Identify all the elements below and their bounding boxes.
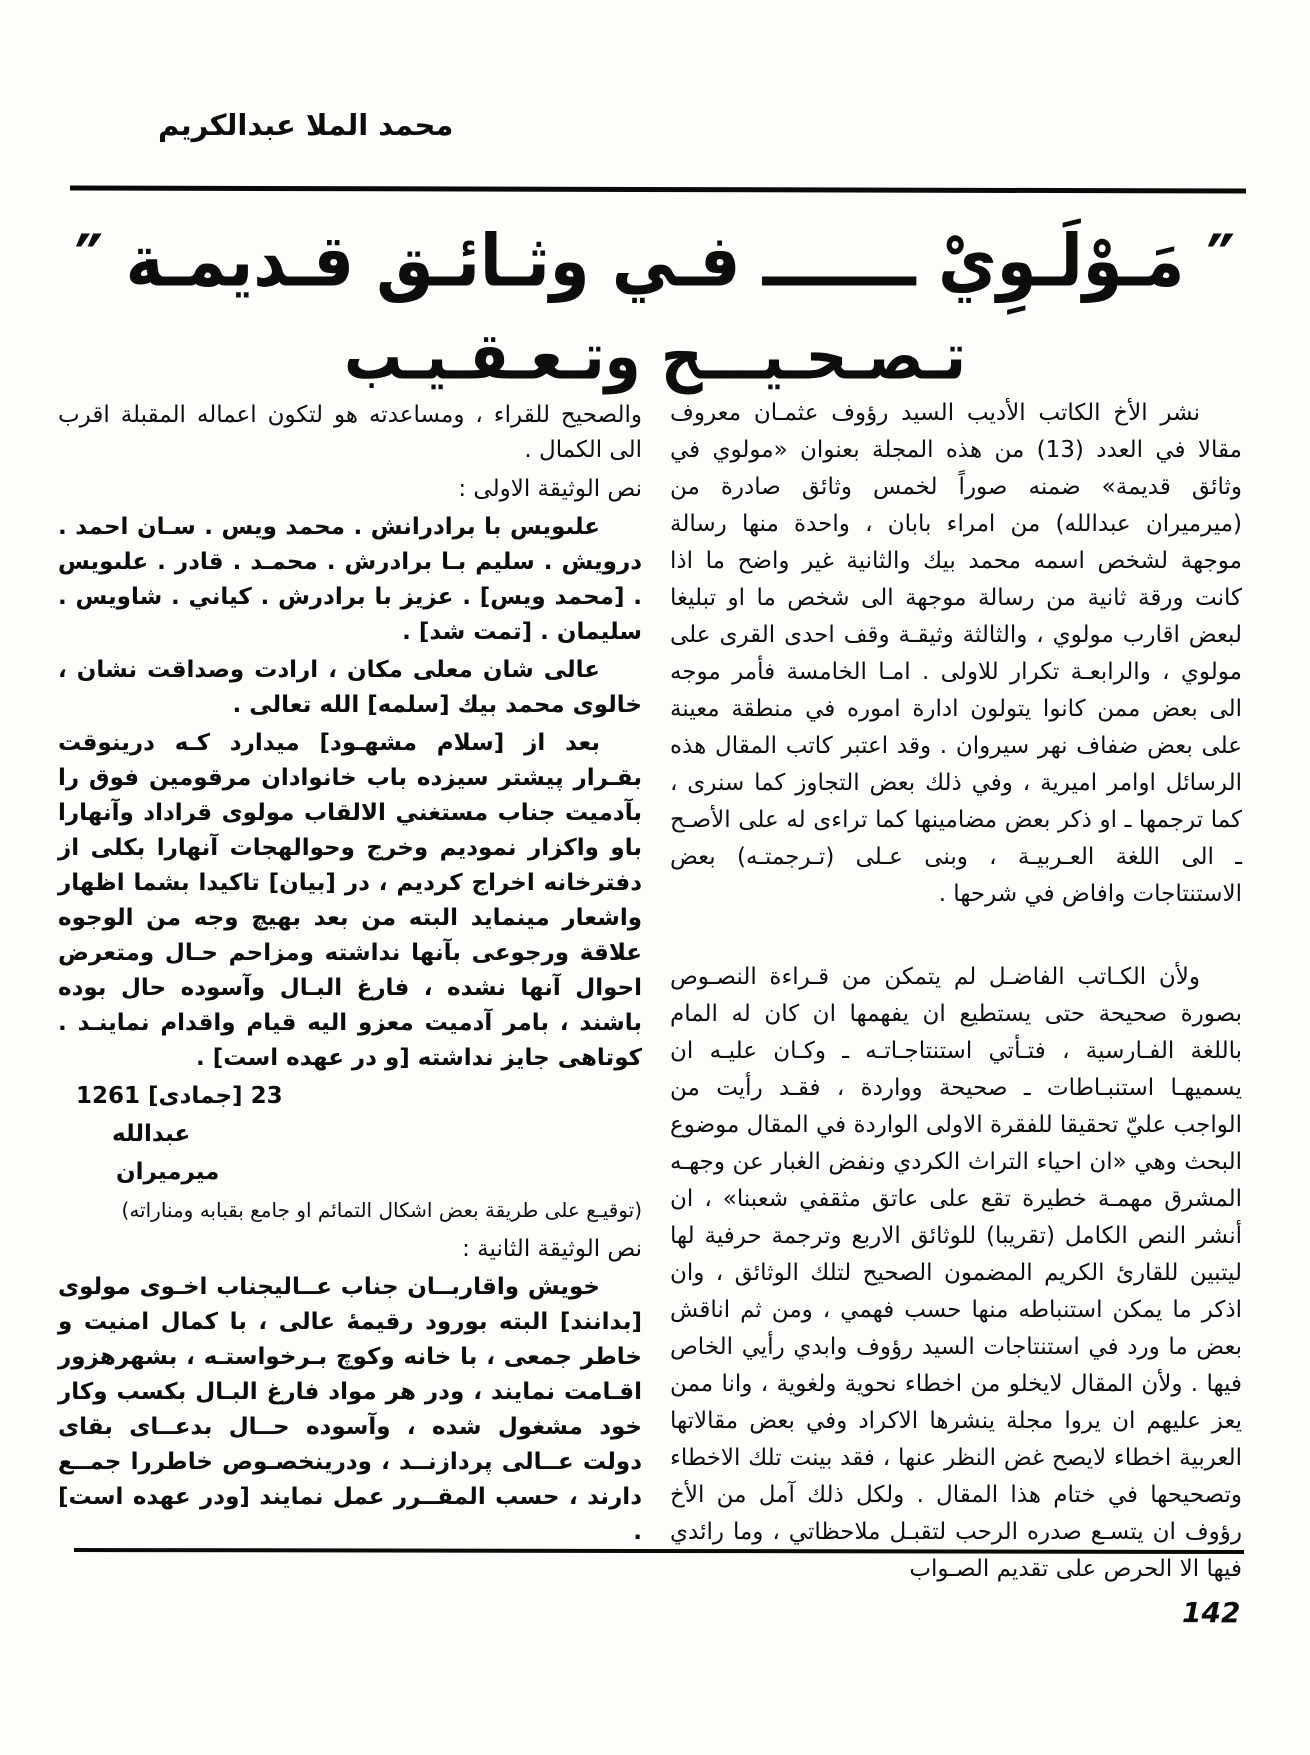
paragraph-intro: نشر الأخ الكاتب الأديب السيد رؤوف عثمـان معروف مقالا في العدد (13) من هذه المجلة بعنوان «مولوي في وثائق قديمة» ضمنه صوراً لخمس وثائق صادرة من (ميرميران عبدالله) من امراء بابان ، واحدة منها رسالة موجهة لشخص اسمه محمد بيك والثانية غير واضح ما اذا كانت ورقة ثانية من رسالة موجهة الى شخص ما او تبليغا لبعض اقارب مولوي ، والثالثة وثيقـة وقف احدى القرى على مولوي ، والرابعـة تكرار للاولى . امـا الخامسة فأمر موجه الى بعض ممن كانوا يتولون ادارة اموره في منطقة معينة على بعض ضفاف نهر سيروان . وقد اعتبر كاتب المقال هذه الرسائل اوامر اميرية ، وفي ذلك بعض التجاوز كما سنرى ، كما ترجمها ـ او ذكر بعض مضامينها كما تراءى له على الأصـح ـ الى اللغة العـربيـة ، وبنى عـلى (تـرجمتـه) بعض الاستنتاجات وافاض في شرحها . <box>670 400 1242 907</box>
page-number: 142 <box>1182 1596 1241 1629</box>
column-right <box>670 395 1242 1588</box>
doc1-names: علىويس با برادرانش . محمد ويس . سـان احمد . درويش . سليم بـا برادرش . محمـد . قادر . علىويس . [محمد ويس] . عزيز با برادرش . كياني . شاويس . سليمان . [تمت شد] . <box>58 514 642 645</box>
doc2-body: خويش واقاربــان جناب عــاليجناب اخـوى مولوى [بدانند] البته بورود رقيمهٔ عالى ، با كمال امنيت و خاطر جمعى ، با خانه وكوچ بـرخواستـه ، بشهرهزور اقـامت نمايند ، ودر هر مواد فارغ البـال بكسب وكار خود مشغول شده ، وآسوده حــال بدعــاى بقاى دولت عــالى پردازنــد ، ودرينخصـوص خاطررا جمــع دارند ، حسب المقــرر عمل نمايند [ودر عهده است] . <box>58 1274 642 1545</box>
author-name: محمد الملا عبدالكريم <box>158 108 454 142</box>
doc1-body: بعد از [سلام مشهـود] ميدارد كـه درينوقت بقـرار پيشتر سيزده باب خانوادان مرقومين فوق را بآدميت جناب مستغني الالقاب مولوى قراداد وآنهارا باو واكزار نموديم وخرج وحوالهجات آنهارا بكلى از دفترخانه اخراج كرديم ، در [بيان] تاكيدا بشما اظهار واشعار مينمايد البته من بعد بهيچ وجه من الوجوه علاقة ورجوعى بآنها نداشته ومزاحم حـال ومتعرض احوال آنها نشده ، فارغ البـال وآسوده حال بوده باشند ، بامر آدميت معزو اليه قيام واقدام نماينـد . كوتاهى جايز نداشته [و در عهده است] . <box>58 730 642 1071</box>
footer-rule <box>74 1548 1244 1554</box>
doc1-salutation: عالى شان معلى مكان ، ارادت وصداقت نشان ، خالوى محمد بيك [سلمه] الله تعالى . <box>58 657 642 718</box>
paragraph-continuation: والصحيح للقراء ، ومساعدته هو لتكون اعماله المقبلة اقرب الى الكمال . <box>58 402 642 463</box>
paragraph-discussion: ولأن الكـاتب الفاضـل لم يتمكن من قـراءة النصـوص بصورة صحيحة حتى يستطيع ان يفهمها ان كان له المام باللغة الفـارسية ، فتـأتي استنتاجـاتـه ـ وكـان عليـه ان يسميهـا استنبـاطات ـ صحيحة وواردة ، فقـد رأيت من الواجب عليّ تحقيقا للفقرة الاولى الواردة في المقال موضوع البحث وهي «ان احياء التراث الكردي ونفض الغبار عن وجهـه المشرق مهمـة خطيرة تقع على عاتق مثقفي شعبنا» ، ان أنشر النص الكامل (تقريبا) للوثائق الاربع وترجمة حرفية لها ليتبين للقارئ الكريم المضمون الصحيح لتلك الوثائق ، وان اذكر ما يمكن استنباطه منها حسب فهمي ، ومن ثم اناقش بعض ما ورد في استنتاجات السيد رؤوف وابدي رأيي الخاص فيها . ولأن المقال لايخلو من اخطاء نحوية ولغوية ، وانا ممن يعز عليهم ان يروا مجلة ينشرها الاكراد وفي بعض مقالاتها العربية اخطاء لايصح غض النظر عنها ، فقد بينت تلك الاخطاء وتصحيحها في ختام هذا المقال . ولكل ذلك آمل من الأخ رؤوف ان يتسـع صدره الرحب لتقبـل ملاحظاتي ، وما رائدي فيها الا الحرص على تقديم الصـواب <box>670 964 1242 1582</box>
signature-date: 23 [جمادى] 1261 <box>76 1083 283 1109</box>
article-title-line2: تـصـحـيـــح وتـعـقـيـب <box>343 317 967 395</box>
signature-name-mirmiran: ميرميران <box>116 1159 220 1185</box>
signature-name-abdullah: عبدالله <box>112 1121 191 1147</box>
doc1-heading: نص الوثيقة الاولى : <box>458 476 642 502</box>
seal-note: (توقيـع على طريقة بعض اشكال التمائم او جامع بقبابه ومناراته) <box>121 1198 642 1222</box>
doc2-heading: نص الوثيقة الثانية : <box>462 1236 642 1262</box>
article-title-line1: ″ مَـوْلَـوِيْ ـــــــ فـي وثـائـق قـديمـة ″ <box>74 220 1236 304</box>
header-rule <box>70 185 1246 193</box>
column-left <box>58 395 642 1553</box>
